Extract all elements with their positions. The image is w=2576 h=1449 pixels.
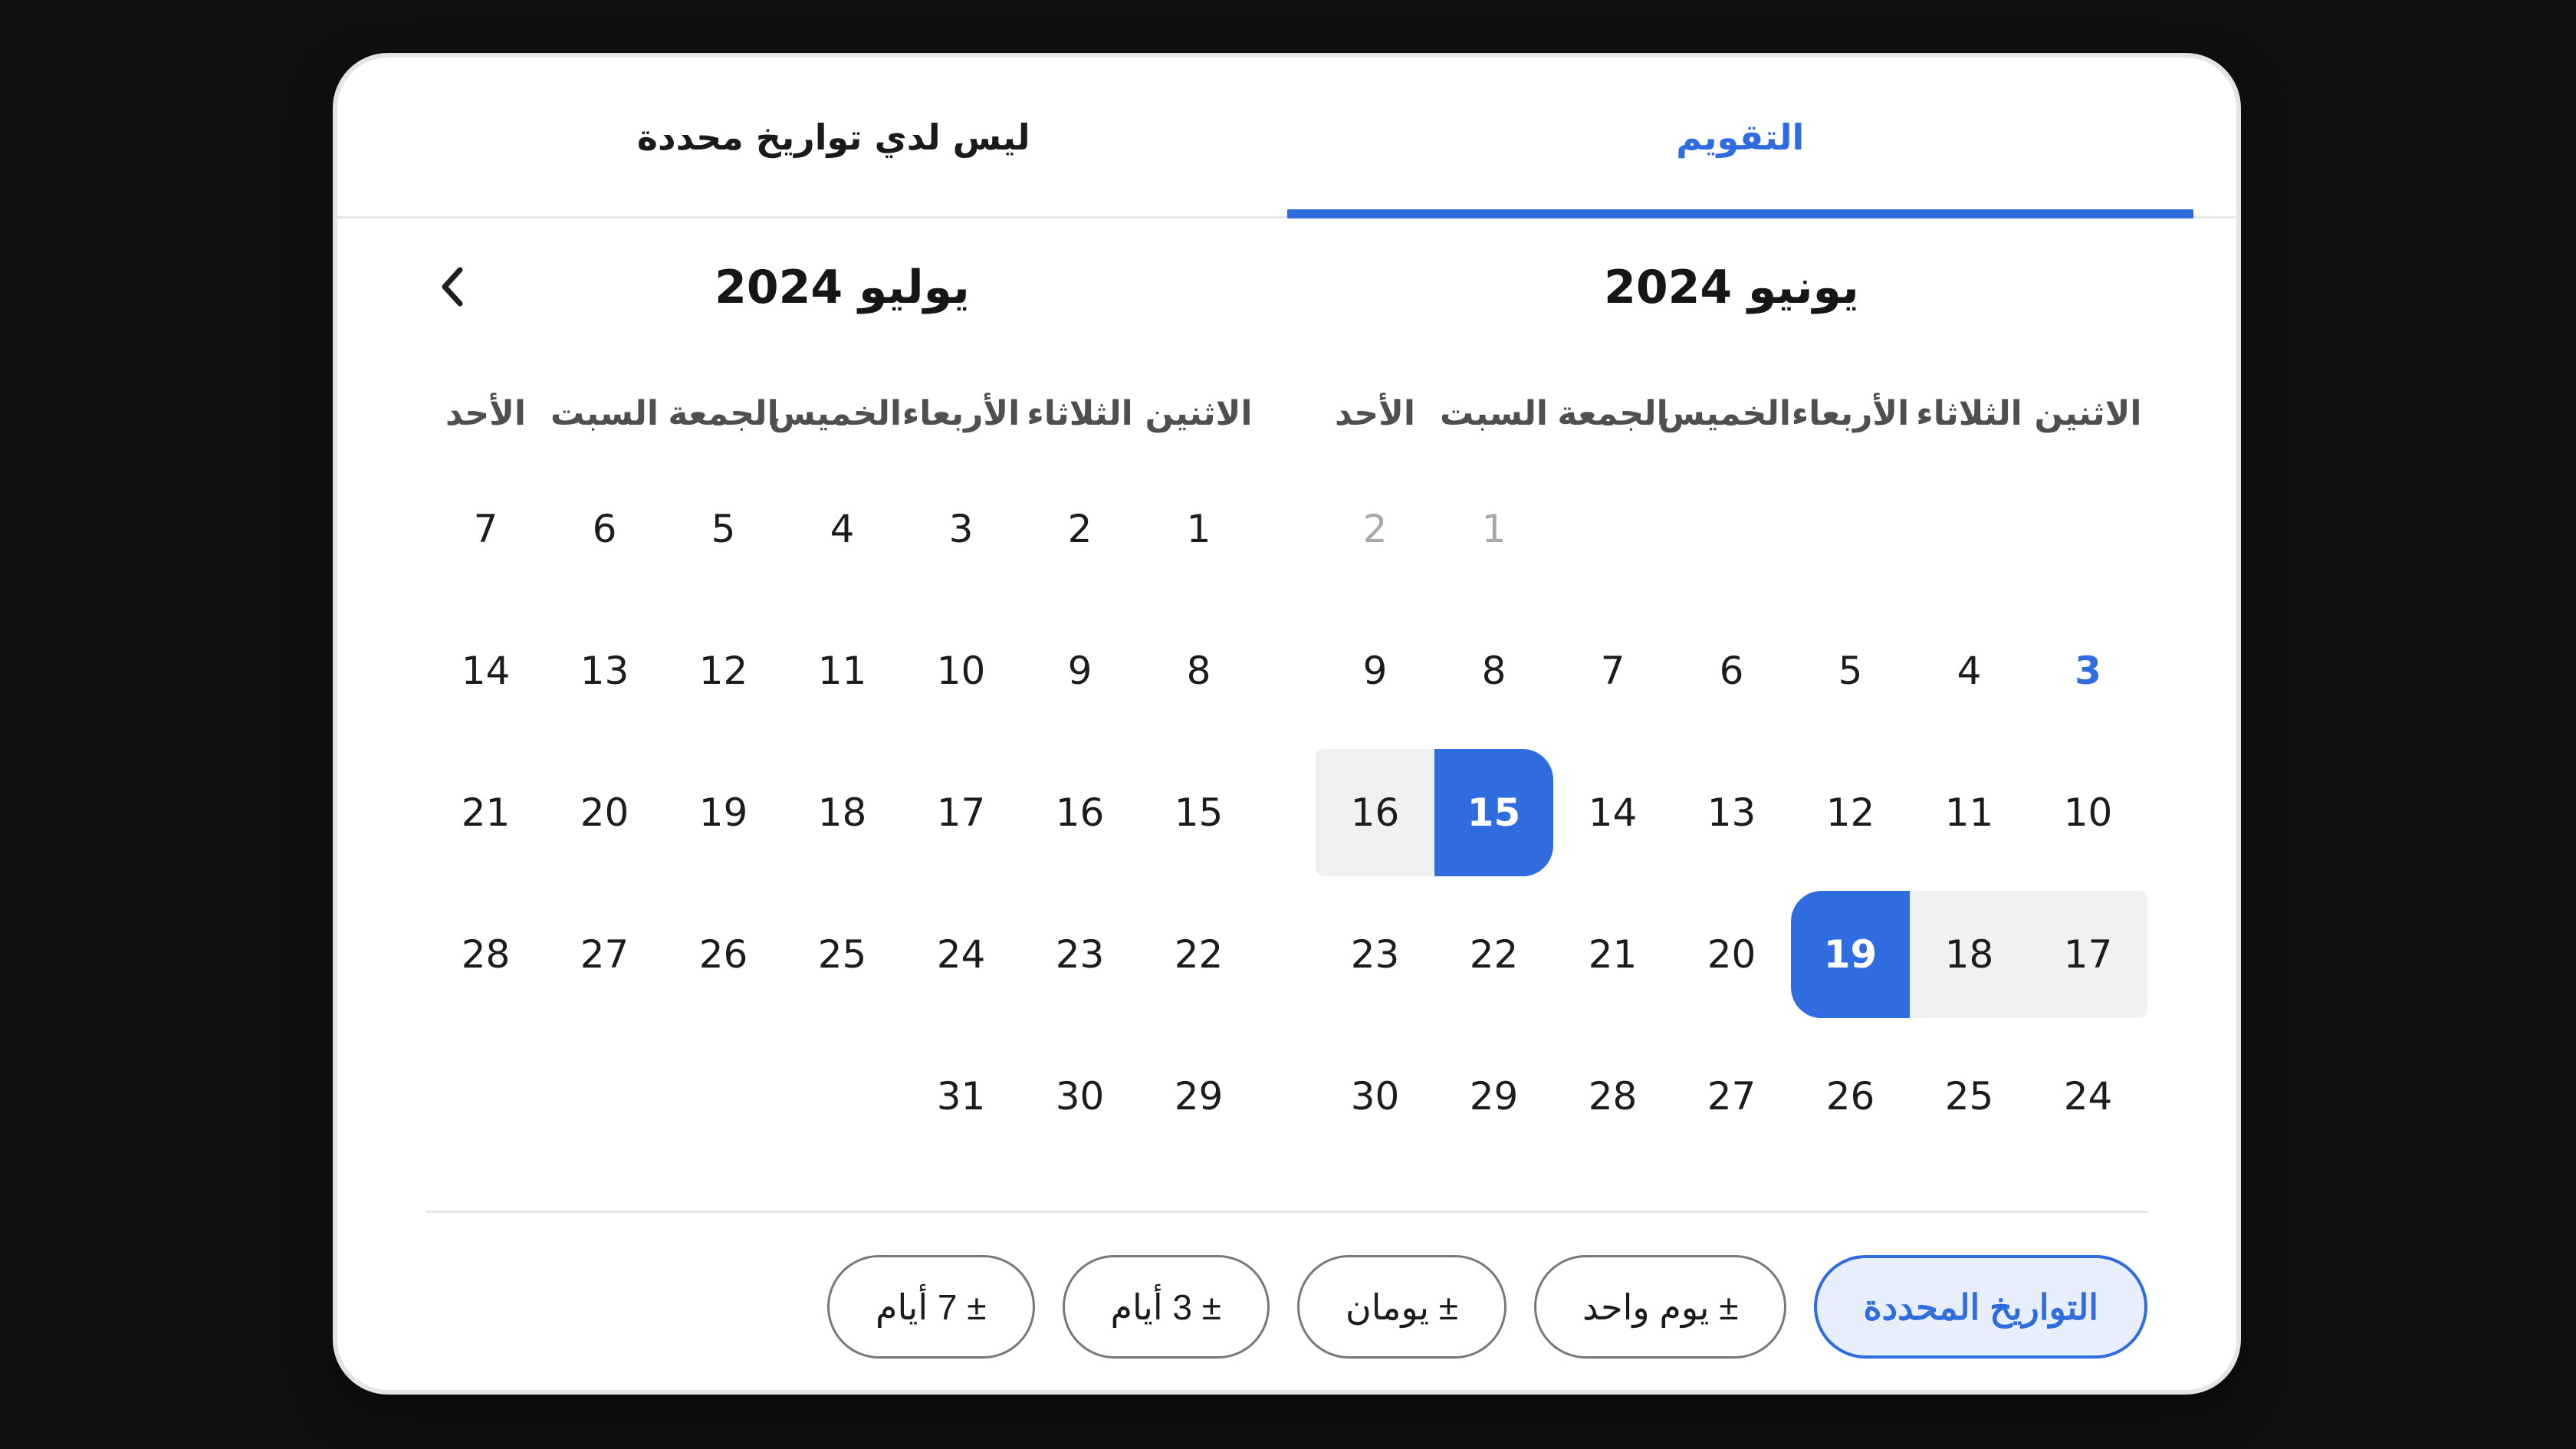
empty-cell	[1553, 465, 1672, 593]
day-cell: 1	[1481, 507, 1506, 551]
day-cell[interactable]: 3	[2075, 649, 2101, 693]
week-row	[1316, 465, 2147, 593]
day-cell[interactable]: 9	[1067, 649, 1092, 693]
weekday-label: الثلاثاء	[1027, 393, 1133, 433]
tab-no-specific-dates[interactable]: ليس لدي تواريخ محددة	[636, 116, 1030, 158]
weekday-label: السبت	[550, 393, 659, 433]
day-cell[interactable]: 9	[1362, 649, 1388, 693]
day-cell[interactable]: 5	[1838, 649, 1863, 693]
weekday-label: الجمعة	[668, 393, 779, 433]
day-cell[interactable]: 28	[461, 932, 511, 977]
day-cell[interactable]: 12	[1825, 790, 1875, 835]
day-cell[interactable]: 18	[817, 790, 867, 835]
day-cell[interactable]: 19	[698, 790, 748, 835]
day-cell[interactable]: 29	[1469, 1074, 1519, 1119]
day-cell[interactable]: 7	[1600, 649, 1625, 693]
week-row	[1316, 607, 2147, 734]
week-row	[1316, 749, 2147, 876]
weekday-label: الجمعة	[1557, 393, 1668, 433]
day-cell[interactable]: 6	[1719, 649, 1744, 693]
day-cell-selected[interactable]: 19	[1791, 891, 1910, 1018]
prev-month-button[interactable]	[429, 263, 478, 312]
empty-cell	[664, 1033, 783, 1160]
weekday-label: السبت	[1440, 393, 1548, 433]
day-cell[interactable]: 25	[817, 932, 867, 977]
empty-cell	[545, 1033, 664, 1160]
picker-content	[337, 253, 2236, 1359]
day-cell[interactable]: 21	[461, 790, 511, 835]
empty-cell	[426, 1033, 545, 1160]
day-cell[interactable]: 24	[2063, 1074, 2113, 1119]
weekday-label: الأحد	[1335, 393, 1415, 433]
day-cell[interactable]: 30	[1055, 1074, 1105, 1119]
presets-row	[426, 1255, 2147, 1359]
chevron-left-icon	[429, 262, 478, 314]
day-cell[interactable]: 29	[1174, 1074, 1224, 1119]
day-cell[interactable]: 23	[1350, 932, 1400, 977]
day-cell[interactable]: 31	[936, 1074, 986, 1119]
day-cell[interactable]: 26	[1825, 1074, 1875, 1119]
preset-plus-minus-1-day-chip[interactable]: ± يوم واحد	[1534, 1255, 1786, 1359]
day-cell[interactable]: 22	[1469, 932, 1519, 977]
empty-cell	[783, 1033, 902, 1160]
day-cell[interactable]: 16	[1055, 790, 1105, 835]
day-cell[interactable]: 15	[1174, 790, 1224, 835]
day-cell[interactable]: 14	[461, 649, 511, 693]
day-cell[interactable]: 27	[1707, 1074, 1756, 1119]
day-cell[interactable]: 26	[698, 932, 748, 977]
day-cell: 2	[1362, 507, 1388, 551]
preset-plus-minus-3-days-chip[interactable]: ± 3 أيام	[1063, 1255, 1270, 1359]
weekday-label: الأحد	[445, 393, 526, 433]
day-cell[interactable]: 10	[2063, 790, 2113, 835]
day-cell[interactable]: 28	[1588, 1074, 1638, 1119]
day-cell[interactable]: 4	[830, 507, 855, 551]
week-row	[426, 607, 1258, 734]
day-cell[interactable]: 14	[1588, 790, 1638, 835]
preset-exact-dates-chip[interactable]: التواريخ المحددة	[1814, 1255, 2147, 1359]
day-cell[interactable]: 20	[580, 790, 629, 835]
week-row	[426, 465, 1258, 593]
day-cell[interactable]: 30	[1350, 1074, 1400, 1119]
month-title: يوليو 2024	[715, 261, 970, 314]
weekday-label: الأربعاء	[902, 393, 1020, 433]
tab-calendar[interactable]: التقويم	[1287, 58, 2194, 216]
preset-plus-minus-2-days-chip[interactable]: ± يومان	[1297, 1255, 1506, 1359]
empty-cell	[1791, 465, 1910, 593]
weekday-header-row	[1316, 389, 2147, 437]
week-row	[426, 891, 1258, 1018]
weeks-grid	[1316, 465, 2147, 1160]
day-cell[interactable]: 6	[592, 507, 617, 551]
day-cell[interactable]: 13	[580, 649, 629, 693]
week-row	[426, 749, 1258, 876]
day-cell[interactable]: 27	[580, 932, 629, 977]
day-cell[interactable]: 8	[1186, 649, 1211, 693]
day-cell[interactable]: 11	[1944, 790, 1994, 835]
week-row	[426, 1033, 1258, 1160]
months-row	[426, 253, 2147, 1175]
day-cell[interactable]: 17	[936, 790, 986, 835]
calendar-month-july	[426, 253, 1258, 1175]
day-cell[interactable]: 2	[1067, 507, 1092, 551]
weekday-label: الاثنين	[1145, 393, 1253, 433]
day-cell[interactable]: 18	[1910, 891, 2029, 1018]
week-row	[1316, 1033, 2147, 1160]
date-picker-card	[337, 58, 2236, 1390]
day-cell[interactable]: 24	[936, 932, 986, 977]
weekday-label: الثلاثاء	[1916, 393, 2022, 433]
weekday-label: الاثنين	[2034, 393, 2142, 433]
day-cell[interactable]: 20	[1707, 932, 1756, 977]
day-cell[interactable]: 8	[1481, 649, 1506, 693]
day-cell[interactable]: 1	[1186, 507, 1211, 551]
day-cell[interactable]: 4	[1957, 649, 1982, 693]
day-cell-selected[interactable]: 15	[1434, 749, 1553, 876]
week-row	[1316, 891, 2147, 1018]
calendar-month-june	[1316, 253, 2147, 1175]
day-cell[interactable]: 16	[1316, 749, 1434, 876]
day-cell[interactable]: 7	[473, 507, 498, 551]
day-cell[interactable]: 11	[817, 649, 867, 693]
weekday-label: الخميس	[769, 393, 902, 433]
weekday-header-row	[426, 389, 1258, 437]
day-cell[interactable]: 17	[2029, 891, 2147, 1018]
day-cell[interactable]: 21	[1588, 932, 1638, 977]
day-cell[interactable]: 13	[1707, 790, 1756, 835]
month-title: يونيو 2024	[1604, 261, 1859, 314]
day-cell[interactable]: 3	[948, 507, 974, 551]
day-cell[interactable]: 23	[1055, 932, 1105, 977]
day-cell[interactable]: 10	[936, 649, 986, 693]
day-cell[interactable]: 25	[1944, 1074, 1994, 1119]
day-cell[interactable]: 5	[711, 507, 736, 551]
day-cell[interactable]: 22	[1174, 932, 1224, 977]
weeks-grid	[426, 465, 1258, 1160]
empty-cell	[2029, 465, 2147, 593]
empty-cell	[1672, 465, 1791, 593]
divider	[426, 1211, 2147, 1213]
empty-cell	[1910, 465, 2029, 593]
day-cell[interactable]: 12	[698, 649, 748, 693]
weekday-label: الأربعاء	[1791, 393, 1910, 433]
tab-bar	[337, 58, 2236, 219]
preset-plus-minus-7-days-chip[interactable]: ± 7 أيام	[827, 1255, 1034, 1359]
weekday-label: الخميس	[1658, 393, 1791, 433]
